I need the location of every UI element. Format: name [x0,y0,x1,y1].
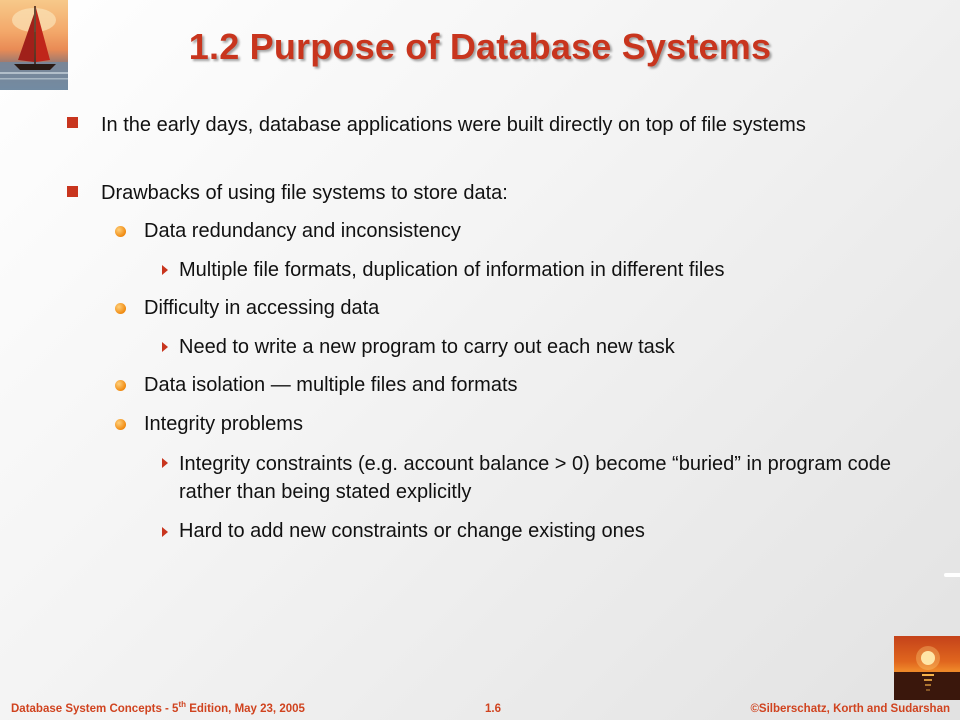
bullet-text: Data redundancy and inconsistency [144,220,461,242]
triangle-bullet-icon [162,527,168,537]
decorative-swoosh [944,573,960,577]
square-bullet-icon [67,186,78,197]
footer-book-sup: th [178,700,187,710]
triangle-bullet-icon [162,265,168,275]
footer-copyright: ©Silberschatz, Korth and Sudarshan [750,703,950,715]
round-bullet-icon [115,380,126,391]
footer-book-suffix: Edition, May 23, 2005 [186,703,305,715]
bullet-text: Drawbacks of using file systems to store data: [101,182,508,204]
bullet-text: Integrity constraints (e.g. account balance > 0) become “buried” in program code rather than being stated explicitly [179,453,892,503]
sunset-logo-image [894,636,960,700]
square-bullet-icon [67,117,78,128]
bullet-text: Hard to add new constraints or change existing ones [179,520,645,542]
bullet-text: In the early days, database applications were built directly on top of file systems [101,114,806,136]
bullet-text: Difficulty in accessing data [144,297,380,319]
triangle-bullet-icon [162,342,168,352]
bullet-text: Data isolation — multiple files and formats [144,374,518,396]
bullet-text: Need to write a new program to carry out each new task [179,336,675,358]
triangle-bullet-icon [162,458,168,468]
footer-book-prefix: Database System Concepts - 5 [11,703,179,715]
footer-book-title [11,700,305,715]
slide-title: 1.2 Purpose of Database Systems [188,26,772,67]
bullet-text: Integrity problems [144,413,303,435]
round-bullet-icon [115,419,126,430]
round-bullet-icon [115,226,126,237]
footer-page-number: 1.6 [485,703,501,715]
bullet-text: Multiple file formats, duplication of information in different files [179,259,725,281]
round-bullet-icon [115,303,126,314]
